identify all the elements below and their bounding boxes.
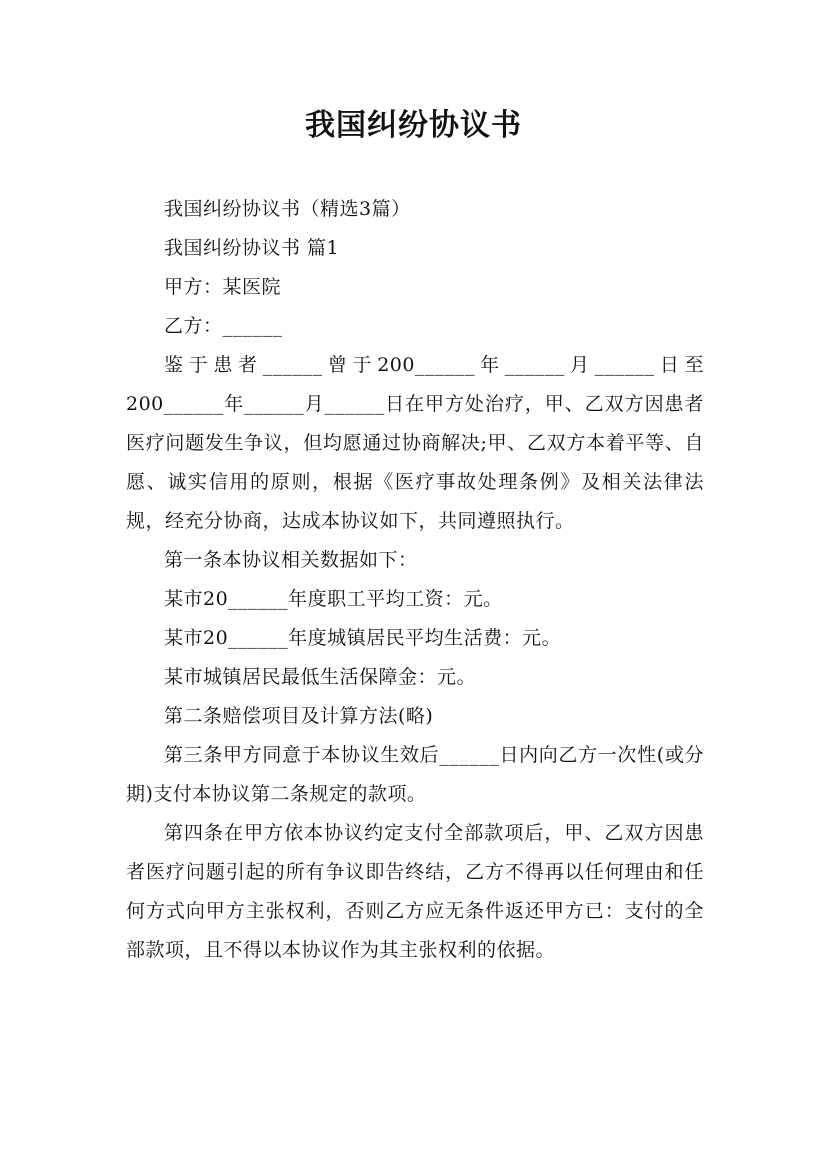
document-title: 我国纠纷协议书 — [305, 108, 522, 143]
paragraph-preamble: 鉴于患者______曾于200______年______月______日至200______年______月______日在甲方处治疗，甲、乙双方因患者医疗问题发生争议，但均愿通过协商解决;甲、乙双方本着平等、自愿、诚实信用的原则，根据《医疗事故处理条例》及相关法律法规，经充分协商，达成本协议如下，共同遵照执行。 — [126, 354, 704, 532]
document-body — [126, 190, 704, 970]
paragraph-section-heading: 我国纠纷协议书 篇1 — [164, 237, 340, 259]
paragraph-data-wage: 某市20______年度职工平均工资：元。 — [164, 588, 503, 610]
paragraph-article-4: 第四条在甲方依本协议约定支付全部款项后，甲、乙双方因患者医疗问题引起的所有争议即告终结，乙方不得再以任何理由和任何方式向甲方主张权利，否则乙方应无条件返还甲方已：支付的全部款项，且不得以本协议作为其主张权利的依据。 — [126, 822, 704, 961]
paragraph-article-2: 第二条赔偿项目及计算方法(略) — [164, 705, 434, 727]
paragraph-article-1: 第一条本协议相关数据如下： — [164, 549, 418, 571]
paragraph-subtitle: 我国纠纷协议书（精选3篇） — [164, 198, 411, 220]
paragraph-article-3: 第三条甲方同意于本协议生效后______日内向乙方一次性(或分期)支付本协议第二条规定的款项。 — [126, 744, 704, 805]
paragraph-party-b: 乙方：______ — [164, 315, 283, 337]
paragraph-data-min-allowance: 某市城镇居民最低生活保障金：元。 — [164, 666, 477, 688]
paragraph-data-living-cost: 某市20______年度城镇居民平均生活费：元。 — [164, 627, 562, 649]
paragraph-party-a: 甲方：某医院 — [164, 276, 282, 298]
